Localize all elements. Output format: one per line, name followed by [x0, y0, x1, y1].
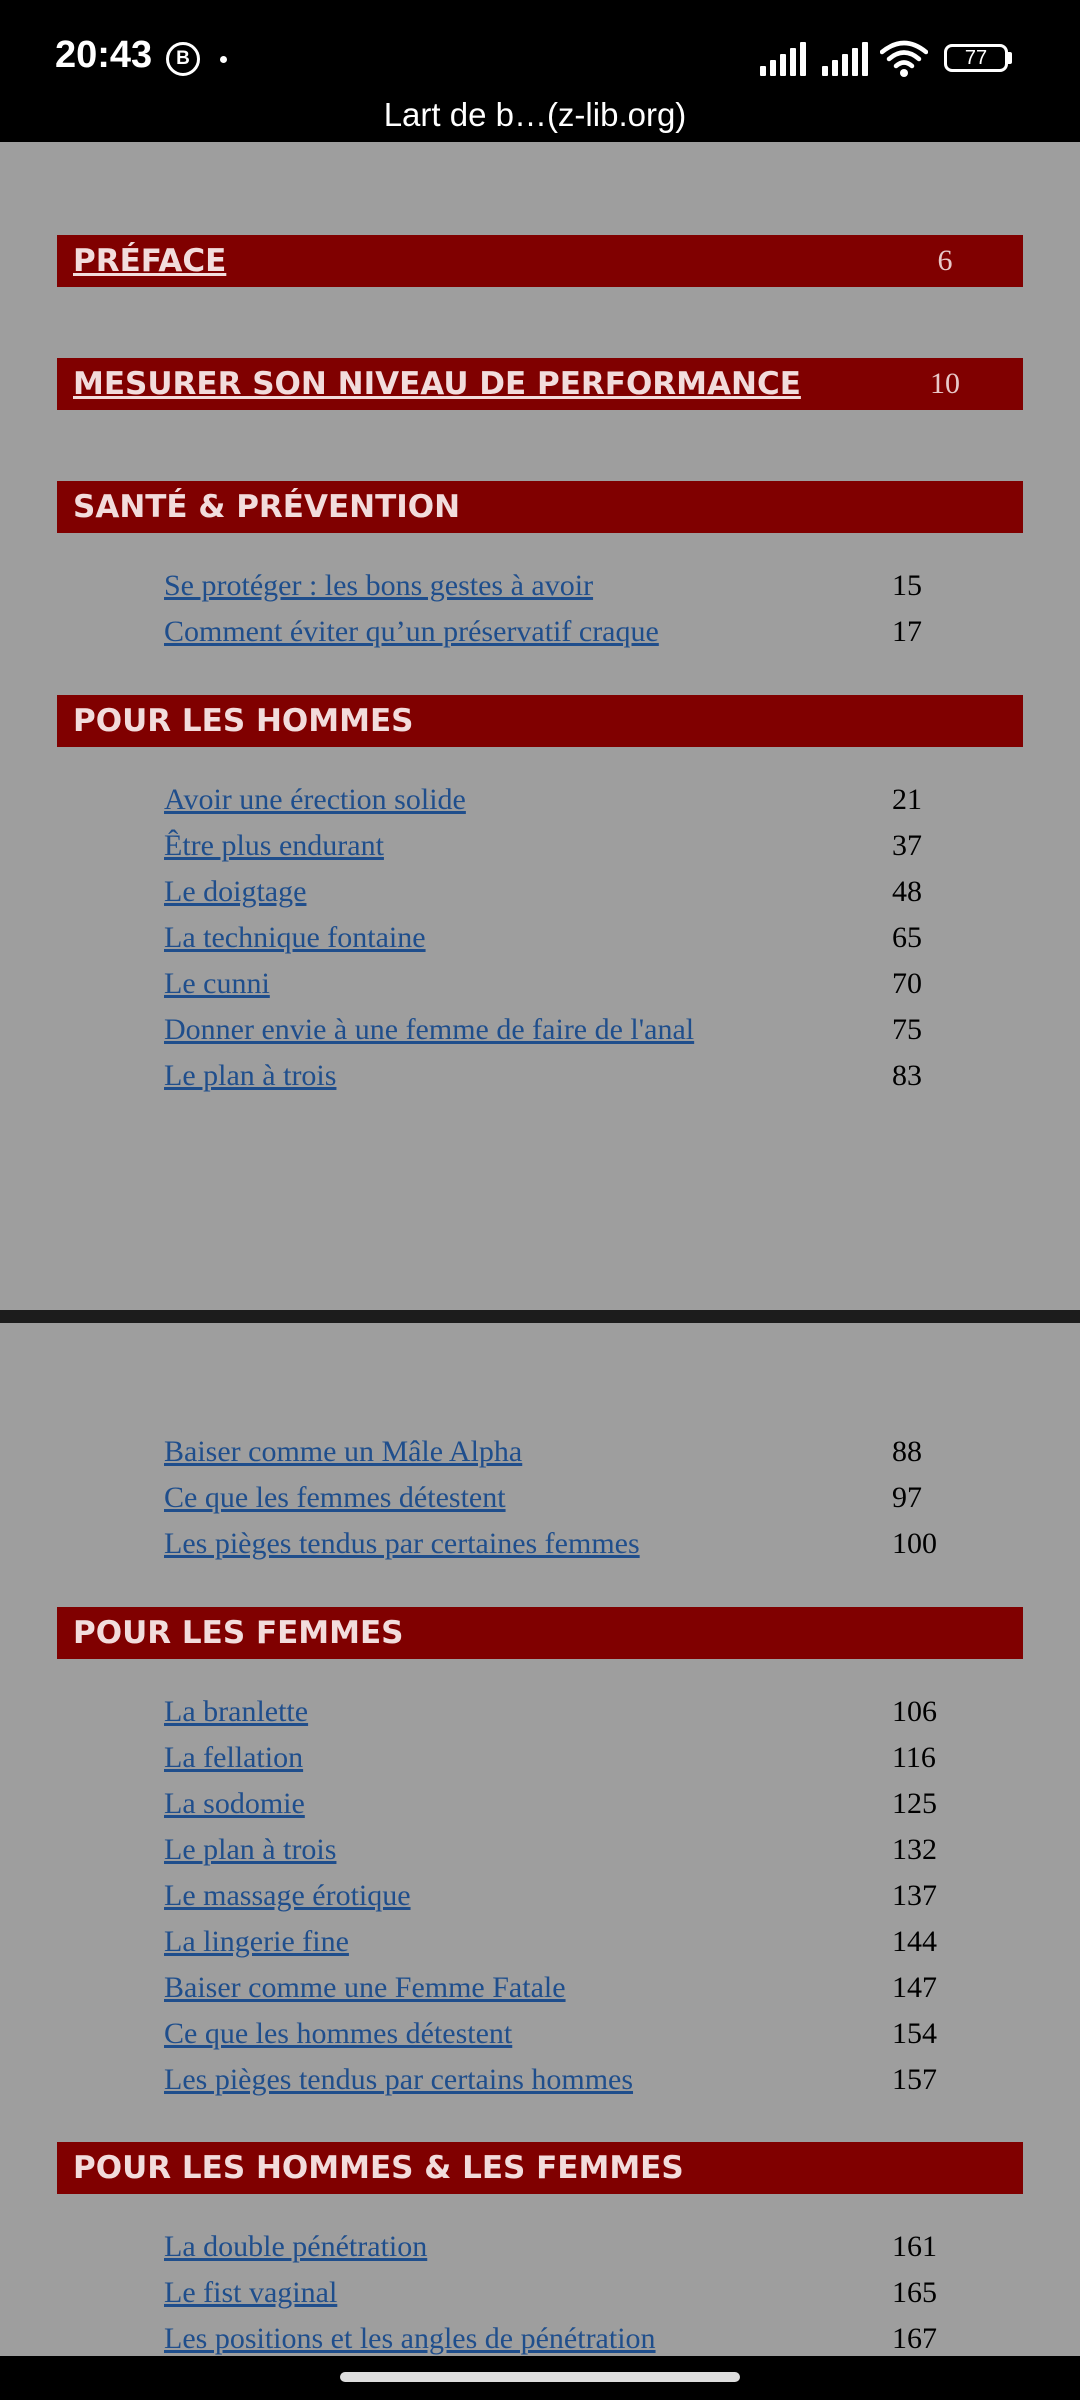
toc-entry-link[interactable]: Le plan à trois [164, 1059, 337, 1092]
section-header-mixte [57, 2142, 1023, 2194]
toc-entry-link[interactable]: Ce que les hommes détestent [164, 2017, 513, 2050]
toc-entry-page: 97 [892, 1481, 922, 1514]
toc-preface-page: 6 [937, 244, 953, 277]
toc-entry-page: 165 [892, 2276, 937, 2309]
dot-icon [220, 56, 227, 63]
section-header-sante [57, 481, 1023, 533]
toc-entry-page: 21 [892, 783, 922, 816]
toc-entry-link[interactable]: Ce que les femmes détestent [164, 1481, 506, 1514]
toc-entry-link[interactable]: Le fist vaginal [164, 2276, 338, 2309]
navigation-bar [0, 2356, 1080, 2400]
toc-entry-link[interactable]: Le doigtage [164, 875, 307, 908]
toc-entry[interactable] [164, 2271, 944, 2315]
toc-entry[interactable] [164, 1522, 944, 1566]
toc-entry-page: 48 [892, 875, 922, 908]
home-gesture-handle[interactable] [340, 2372, 740, 2382]
signal-icon [822, 42, 870, 76]
toc-entry-link[interactable]: Comment éviter qu’un préservatif craque [164, 615, 659, 648]
toc-entry-page: 17 [892, 615, 922, 648]
battery-icon [944, 44, 1008, 72]
document-title: Lart de b…(z-lib.org) [383, 96, 687, 133]
toc-entry-link[interactable]: Baiser comme une Femme Fatale [164, 1971, 566, 2004]
status-bar [0, 0, 1080, 142]
toc-entry-page: 157 [892, 2063, 937, 2096]
toc-entry-page: 132 [892, 1833, 937, 1866]
toc-entry-link[interactable]: La branlette [164, 1695, 309, 1728]
section-header-femmes [57, 1607, 1023, 1659]
toc-entry[interactable] [164, 1874, 944, 1918]
toc-entry-link[interactable]: La lingerie fine [164, 1925, 349, 1958]
toc-performance-page: 10 [930, 367, 960, 400]
toc-entry[interactable] [164, 916, 944, 960]
toc-entry[interactable] [164, 1828, 944, 1872]
toc-entry-link[interactable]: Les pièges tendus par certains hommes [164, 2063, 634, 2096]
toc-entry-link[interactable]: La sodomie [164, 1787, 305, 1820]
toc-entry-link[interactable]: Avoir une érection solide [164, 783, 466, 816]
battery-tip [1008, 52, 1012, 64]
toc-preface-band[interactable] [57, 235, 1023, 287]
toc-entry-link[interactable]: La double pénétration [164, 2230, 428, 2263]
wifi-icon [880, 40, 928, 78]
toc-entry-link[interactable]: Le cunni [164, 967, 270, 1000]
section-title-mixte: POUR LES HOMMES & LES FEMMES [73, 2150, 684, 2186]
toc-entry-link[interactable]: La fellation [164, 1741, 304, 1774]
signal-icon [760, 42, 808, 76]
toc-entry-page: 144 [892, 1925, 937, 1958]
toc-entry[interactable] [164, 1430, 944, 1474]
section-title-sante: SANTÉ & PRÉVENTION [73, 489, 461, 525]
toc-entry-link[interactable]: Les positions et les angles de pénétration [164, 2322, 656, 2355]
toc-entry-link[interactable]: Être plus endurant [164, 829, 384, 862]
toc-entry-link[interactable]: Baiser comme un Mâle Alpha [164, 1435, 523, 1468]
toc-entry[interactable] [164, 1008, 944, 1052]
toc-entry[interactable] [164, 1782, 944, 1826]
toc-entry[interactable] [164, 778, 944, 822]
toc-performance-title[interactable]: MESURER SON NIVEAU DE PERFORMANCE [73, 366, 801, 402]
toc-entry[interactable] [164, 1736, 944, 1780]
toc-entry-page: 167 [892, 2322, 937, 2355]
toc-entry[interactable] [164, 962, 944, 1006]
toc-entry[interactable] [164, 2225, 944, 2269]
toc-entry[interactable] [164, 610, 944, 654]
toc-entry-page: 88 [892, 1435, 922, 1468]
toc-entry[interactable] [164, 564, 944, 608]
toc-entry-page: 106 [892, 1695, 937, 1728]
toc-entry-link[interactable]: Les pièges tendus par certaines femmes [164, 1527, 640, 1560]
toc-entry-page: 147 [892, 1971, 937, 2004]
page-separator [0, 1310, 1080, 1323]
toc-entry-link[interactable]: Donner envie à une femme de faire de l'anal [164, 1013, 695, 1046]
toc-entry-page: 37 [892, 829, 922, 862]
battery-level: 77 [964, 46, 988, 69]
toc-entry[interactable] [164, 824, 944, 868]
toc-entry[interactable] [164, 870, 944, 914]
toc-entry-page: 65 [892, 921, 922, 954]
toc-entry-page: 75 [892, 1013, 922, 1046]
toc-entry-page: 161 [892, 2230, 937, 2263]
toc-entry-page: 100 [892, 1527, 937, 1560]
toc-entry[interactable] [164, 2012, 944, 2056]
clock: 20:43 [55, 34, 153, 76]
toc-entry-page: 116 [892, 1741, 936, 1774]
toc-entry-page: 125 [892, 1787, 937, 1820]
toc-entry[interactable] [164, 2317, 944, 2361]
toc-preface-title[interactable]: PRÉFACE [73, 243, 227, 279]
toc-entry[interactable] [164, 2058, 944, 2102]
toc-performance-band[interactable] [57, 358, 1023, 410]
section-title-femmes: POUR LES FEMMES [73, 1615, 404, 1651]
toc-entry-link[interactable]: Le plan à trois [164, 1833, 337, 1866]
toc-entry-link[interactable]: Le massage érotique [164, 1879, 411, 1912]
toc-entry-page: 15 [892, 569, 922, 602]
toc-entry[interactable] [164, 1054, 944, 1098]
section-title-hommes: POUR LES HOMMES [73, 703, 414, 739]
toc-entry-link[interactable]: Se protéger : les bons gestes à avoir [164, 569, 594, 602]
toc-entry-page: 83 [892, 1059, 922, 1092]
toc-entry-page: 137 [892, 1879, 937, 1912]
toc-entry[interactable] [164, 1476, 944, 1520]
toc-entry-link[interactable]: La technique fontaine [164, 921, 426, 954]
toc-entry-page: 70 [892, 967, 922, 1000]
toc-entry[interactable] [164, 1690, 944, 1734]
toc-entry-page: 154 [892, 2017, 937, 2050]
toc-entry[interactable] [164, 1966, 944, 2010]
toc-entry[interactable] [164, 1920, 944, 1964]
section-header-hommes [57, 695, 1023, 747]
b-circle-icon: B [166, 42, 200, 76]
